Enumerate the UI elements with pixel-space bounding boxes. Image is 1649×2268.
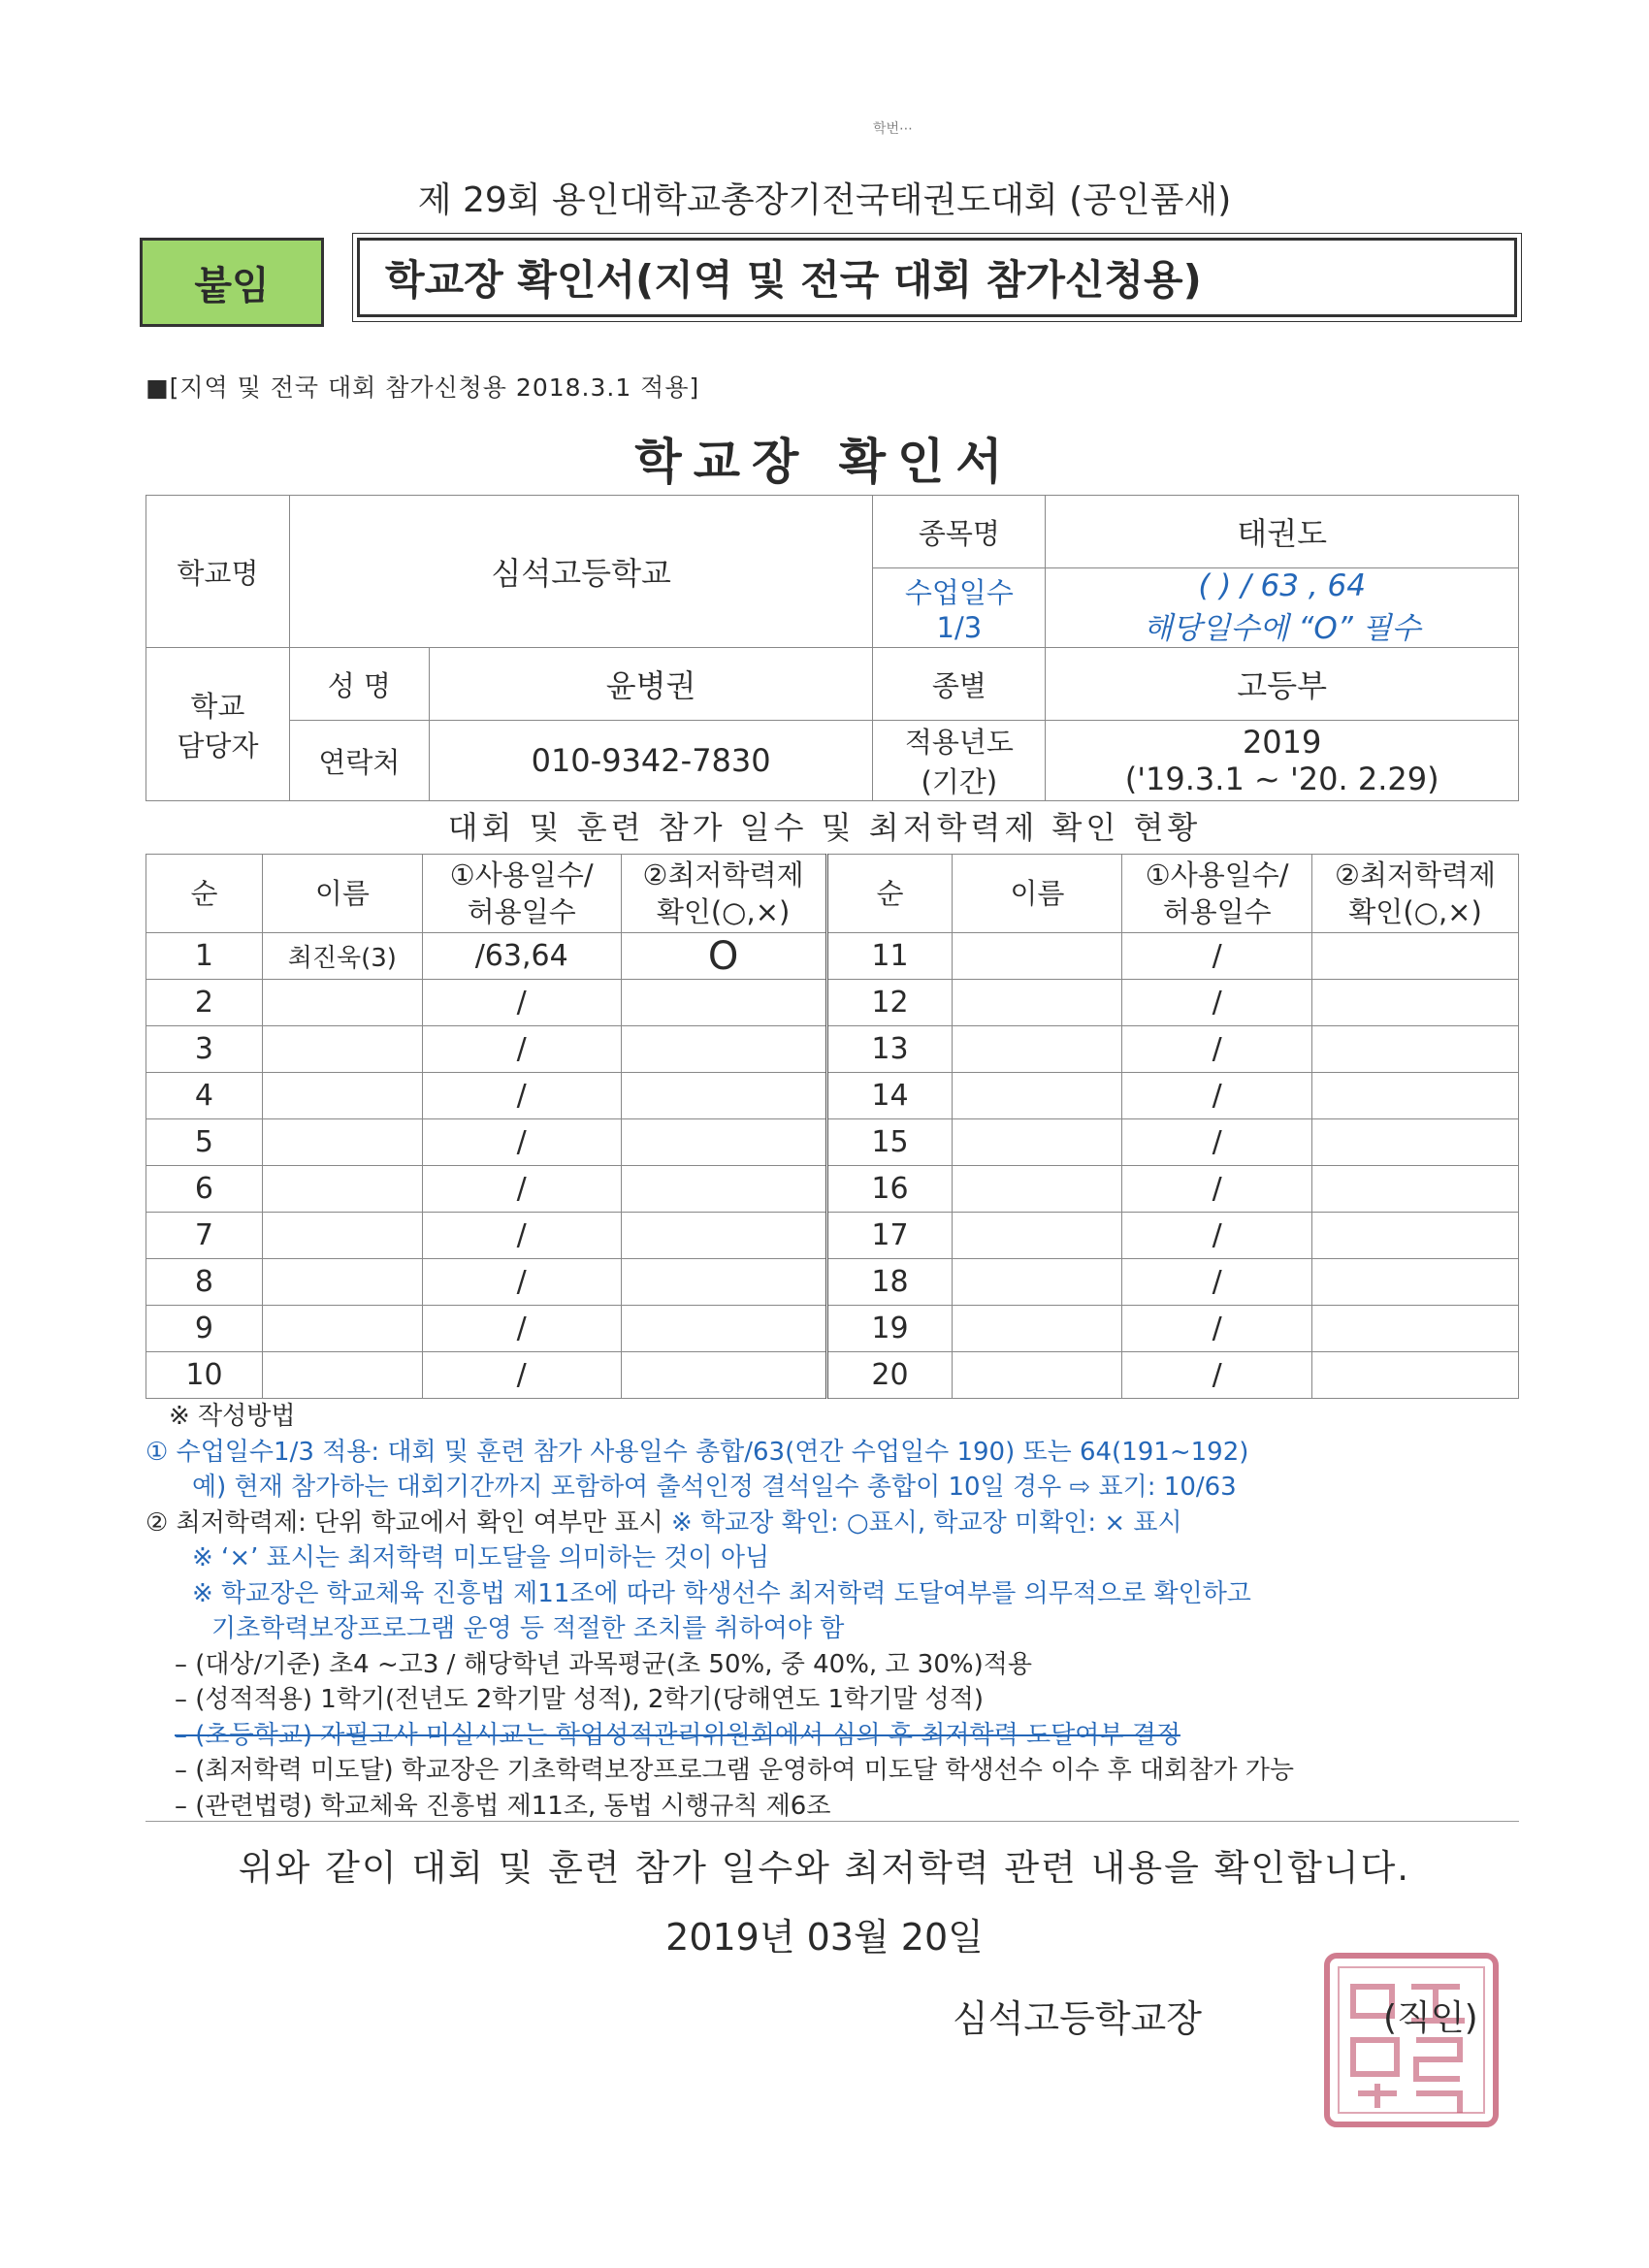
- contact-label-2: 담당자: [177, 729, 259, 762]
- record-check: [621, 1119, 826, 1166]
- header-check-2: 확인(○,×): [656, 895, 791, 928]
- date: 2019년 03월 20일: [665, 1916, 984, 1959]
- record-name: [953, 1259, 1122, 1306]
- records-title: 대회 및 훈련 참가 일수 및 최저학력제 확인 현황: [447, 809, 1202, 846]
- record-name: [262, 1213, 422, 1259]
- note-d5: – (관련법령) 학교체육 진흥법 제11조, 동법 시행규칙 제6조: [175, 1791, 831, 1821]
- header-check-right-1: ②최저학력제: [1335, 859, 1497, 891]
- notes-heading: ※ 작성방법: [169, 1402, 296, 1431]
- record-days: /: [1122, 1026, 1312, 1073]
- header-no-right: 순: [826, 855, 953, 933]
- record-days: /: [1122, 1073, 1312, 1119]
- record-days: /: [422, 1352, 621, 1399]
- confirmation-text: 위와 같이 대회 및 훈련 참가 일수와 최저학력 관련 내용을 확인합니다.: [238, 1847, 1411, 1889]
- notice: ■[지역 및 전국 대회 참가신청용 2018.3.1 적용]: [146, 373, 700, 402]
- records-header-row: [146, 855, 1519, 933]
- record-no: 15: [826, 1119, 953, 1166]
- record-check: [1312, 1119, 1519, 1166]
- record-no: 20: [826, 1352, 953, 1399]
- record-check: [1312, 1166, 1519, 1213]
- contact-label: [146, 648, 290, 801]
- principal-name: 심석고등학교장: [953, 1997, 1202, 2040]
- record-days: /: [422, 1119, 621, 1166]
- record-no: 2: [146, 980, 263, 1026]
- record-check: [1312, 1306, 1519, 1352]
- record-name: [953, 1213, 1122, 1259]
- header-check-right-2: 확인(○,×): [1348, 895, 1482, 928]
- seal-label: (직인): [1383, 1998, 1478, 2038]
- sport-value: 태권도: [1046, 496, 1519, 568]
- record-name: [953, 980, 1122, 1026]
- record-days: /: [422, 1026, 621, 1073]
- table-row: [146, 980, 1519, 1026]
- note-2a-plain: ② 최저학력제: 단위 학교에서 확인 여부만 표시: [146, 1507, 672, 1538]
- sport-label: 종목명: [873, 496, 1046, 568]
- year-label-2: (기간): [921, 765, 998, 798]
- school-name: 심석고등학교: [289, 496, 873, 648]
- main-title: 학교장 확인서: [634, 434, 1015, 490]
- record-no: 12: [826, 980, 953, 1026]
- record-check: [621, 1306, 826, 1352]
- record-name: [953, 1073, 1122, 1119]
- record-no: 6: [146, 1166, 263, 1213]
- note-2d: 기초학력보장프로그램 운영 등 적절한 조치를 취하여야 함: [211, 1614, 845, 1643]
- note-d3: – (초등학교) 자필고사 미실시교는 학업성적관리위원회에서 심의 후 최저학력 도달여부 결정: [175, 1720, 1180, 1750]
- table-row: [146, 1306, 1519, 1352]
- class-days-value: [1046, 568, 1519, 648]
- record-check: [621, 1213, 826, 1259]
- record-no: 7: [146, 1213, 263, 1259]
- school-name-label: 학교명: [146, 496, 290, 648]
- record-name: [953, 1026, 1122, 1073]
- table-row: [146, 1026, 1519, 1073]
- record-check: [621, 980, 826, 1026]
- record-check: [621, 1352, 826, 1399]
- official-seal-icon: [1319, 1948, 1504, 2132]
- record-check: [1312, 1073, 1519, 1119]
- form-title: 학교장 확인서(지역 및 전국 대회 참가신청용): [357, 238, 1517, 317]
- class-days-label-2: 1/3: [936, 611, 983, 644]
- header-days-right-2: 허용일수: [1162, 895, 1272, 928]
- record-check: [621, 1259, 826, 1306]
- event-title: 제 29회 용인대학교총장기전국태권도대회 (공인품새): [417, 180, 1232, 220]
- record-name: [953, 1352, 1122, 1399]
- record-name: [953, 1306, 1122, 1352]
- note-2b: ※ ‘×’ 표시는 최저학력 미도달을 의미하는 것이 아님: [192, 1543, 770, 1572]
- record-check: [621, 1166, 826, 1213]
- record-days: /: [1122, 1213, 1312, 1259]
- record-days: /: [1122, 980, 1312, 1026]
- phone-label: 연락처: [289, 721, 429, 801]
- record-name: [262, 1306, 422, 1352]
- note-2a-blue: ※ 학교장 확인: ○표시, 학교장 미확인: × 표시: [671, 1507, 1182, 1538]
- header-name-right: 이름: [953, 855, 1122, 933]
- person-name-label: 성 명: [289, 648, 429, 721]
- category-value: 고등부: [1046, 648, 1519, 721]
- record-name: [953, 1166, 1122, 1213]
- table-row: [146, 1213, 1519, 1259]
- header-check: [621, 855, 826, 933]
- record-days: /: [1122, 1119, 1312, 1166]
- record-days: /: [422, 1259, 621, 1306]
- record-name: [262, 1259, 422, 1306]
- info-table: [146, 495, 1519, 801]
- record-name: [262, 980, 422, 1026]
- record-days: /: [1122, 933, 1312, 980]
- category-label: 종별: [873, 648, 1046, 721]
- attachment-label: 붙임: [140, 238, 324, 327]
- table-row: [146, 1073, 1519, 1119]
- record-name: [953, 1119, 1122, 1166]
- record-days: /: [1122, 1306, 1312, 1352]
- record-no: 9: [146, 1306, 263, 1352]
- divider: [146, 1821, 1519, 1822]
- note-2c: ※ 학교장은 학교체육 진흥법 제11조에 따라 학생선수 최저학력 도달여부를 의무적으로 확인하고: [192, 1578, 1251, 1608]
- record-days: /: [1122, 1259, 1312, 1306]
- class-days-note: 해당일수에 “O” 필수: [1143, 611, 1421, 646]
- record-no: 11: [826, 933, 953, 980]
- record-days: /: [422, 1306, 621, 1352]
- record-no: 18: [826, 1259, 953, 1306]
- record-days: /63,64: [422, 933, 621, 980]
- year-label: [873, 721, 1046, 801]
- header-check-1: ②최저학력제: [642, 859, 804, 891]
- record-days: /: [422, 1213, 621, 1259]
- record-name: [262, 1073, 422, 1119]
- table-row: [146, 1352, 1519, 1399]
- table-row: [146, 933, 1519, 980]
- record-check: [621, 1073, 826, 1119]
- record-check: [621, 1026, 826, 1073]
- record-check: [1312, 1259, 1519, 1306]
- note-2a: [146, 1506, 1523, 1541]
- phone-value: 010-9342-7830: [429, 721, 873, 801]
- note-d2: – (성적적용) 1학기(전년도 2학기말 성적), 2학기(당해연도 1학기말 성적): [175, 1685, 985, 1714]
- year-value: [1046, 721, 1519, 801]
- record-no: 17: [826, 1213, 953, 1259]
- record-days: /: [422, 1073, 621, 1119]
- record-no: 19: [826, 1306, 953, 1352]
- table-row: [146, 1166, 1519, 1213]
- record-no: 14: [826, 1073, 953, 1119]
- note-1a: ① 수업일수1/3 적용: 대회 및 훈련 참가 사용일수 총합/63(연간 수업일수 190) 또는 64(191~192): [146, 1437, 1249, 1467]
- record-name: [262, 1026, 422, 1073]
- record-check: [1312, 1213, 1519, 1259]
- instructions: [146, 1399, 1523, 1824]
- record-no: 16: [826, 1166, 953, 1213]
- header-days-1: ①사용일수/: [449, 859, 594, 891]
- record-name: [953, 933, 1122, 980]
- record-no: 1: [146, 933, 263, 980]
- record-no: 3: [146, 1026, 263, 1073]
- record-name: [262, 1166, 422, 1213]
- header-check-right: [1312, 855, 1519, 933]
- year-label-1: 적용년도: [904, 726, 1014, 759]
- record-check: O: [621, 933, 826, 980]
- class-days-label: [873, 568, 1046, 648]
- header-days: [422, 855, 621, 933]
- record-days: /: [1122, 1166, 1312, 1213]
- record-check: [1312, 933, 1519, 980]
- period: ('19.3.1 ~ '20. 2.29): [1124, 761, 1439, 797]
- record-days: /: [1122, 1352, 1312, 1399]
- class-days-fraction: ( ) / 63 , 64: [1198, 568, 1366, 603]
- record-no: 5: [146, 1119, 263, 1166]
- records-table: [146, 854, 1519, 1399]
- class-days-label-1: 수업일수: [904, 576, 1014, 609]
- header-days-right-1: ①사용일수/: [1145, 859, 1289, 891]
- contact-label-1: 학교: [190, 689, 245, 723]
- person-name: 윤병권: [429, 648, 873, 721]
- record-days: /: [422, 980, 621, 1026]
- record-check: [1312, 1026, 1519, 1073]
- record-days: /: [422, 1166, 621, 1213]
- record-check: [1312, 1352, 1519, 1399]
- header-days-2: 허용일수: [467, 895, 576, 928]
- record-name: [262, 1352, 422, 1399]
- header-days-right: [1122, 855, 1312, 933]
- note-d1: – (대상/기준) 초4 ~고3 / 해당학년 과목평균(초 50%, 중 40%, 고 30%)적용: [175, 1649, 1032, 1679]
- record-name: [262, 1119, 422, 1166]
- record-name: 최진욱(3): [262, 933, 422, 980]
- record-check: [1312, 980, 1519, 1026]
- header-no: 순: [146, 855, 263, 933]
- header-name: 이름: [262, 855, 422, 933]
- note-1b: 예) 현재 참가하는 대회기간까지 포함하여 출석인정 결석일수 총합이 10일 경우 ⇨ 표기: 10/63: [192, 1473, 1237, 1502]
- record-no: 10: [146, 1352, 263, 1399]
- record-no: 13: [826, 1026, 953, 1073]
- note-d4: – (최저학력 미도달) 학교장은 기초학력보장프로그램 운영하여 미도달 학생선수 이수 후 대회참가 가능: [175, 1756, 1294, 1785]
- table-row: [146, 1119, 1519, 1166]
- year: 2019: [1242, 724, 1322, 761]
- table-row: [146, 1259, 1519, 1306]
- top-mark: 학번⋯: [873, 121, 914, 137]
- record-no: 8: [146, 1259, 263, 1306]
- record-no: 4: [146, 1073, 263, 1119]
